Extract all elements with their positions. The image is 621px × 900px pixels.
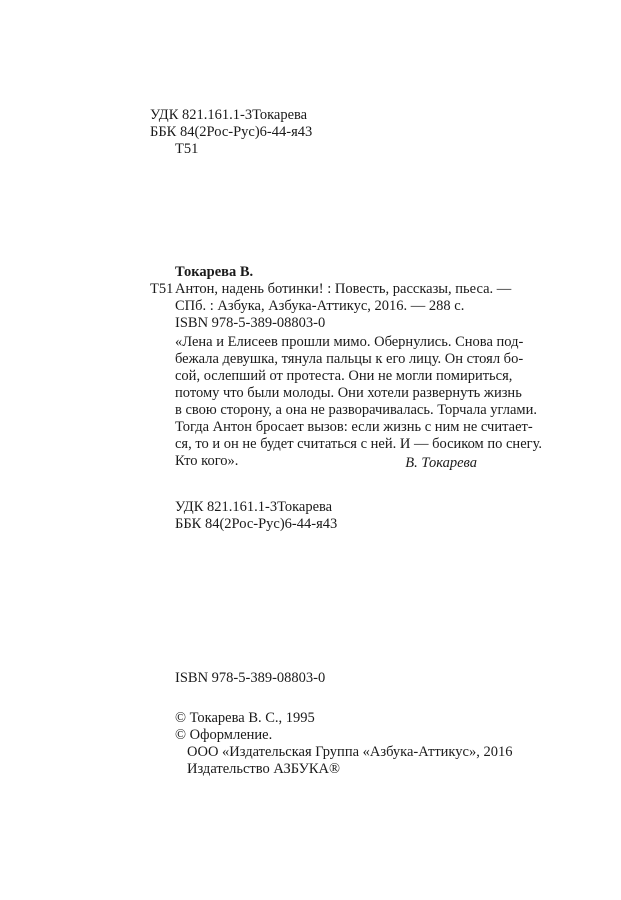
annotation-line: сой, ослепший от протеста. Они не могли помириться, [175,368,513,384]
annotation [175,334,542,470]
annotation-line: ся, то и он не будет считаться с ней. И — босиком по снегу. [175,436,542,452]
copyright-line: © Токарева В. С., 1995 [175,710,315,726]
top-classification [150,107,312,141]
bib-author: Токарева В. [175,264,254,280]
bbk-code: ББК 84(2Рос-Рус)6-44-я43 [175,516,338,532]
annotation-line: бежала девушка, тянула пальцы к его лицу. Он стоял бо- [175,351,524,367]
udk-code: УДК 821.161.1-3Токарева [175,499,333,515]
bib-description-line: СПб. : Азбука, Азбука-Аттикус, 2016. — 288 с. [175,298,465,314]
copyright-line: ООО «Издательская Группа «Азбука-Аттикус», 2016 [187,744,513,760]
copyright-block [175,710,512,778]
copyright-line: Издательство АЗБУКА® [187,761,341,777]
bib-description-line: Антон, надень ботинки! : Повесть, рассказы, пьеса. — [175,281,512,297]
annotation-signature: В. Токарева [405,455,477,471]
annotation-line: в свою сторону, а она не разворачивалась. Торчала углами. [175,402,537,418]
bib-description [175,281,512,332]
author-mark: Т51 [175,141,199,157]
bib-isbn: ISBN 978-5-389-08803-0 [175,315,326,331]
bib-author-mark: Т51 [150,281,174,297]
copyright-line: © Оформление. [175,727,273,743]
udk-code: УДК 821.161.1-3Токарева [150,107,308,123]
annotation-line: «Лена и Елисеев прошли мимо. Обернулись. Снова под- [175,334,524,350]
isbn: ISBN 978-5-389-08803-0 [175,670,326,686]
annotation-line: потому что были молоды. Они хотели развернуть жизнь [175,385,522,401]
annotation-line: Тогда Антон бросает вызов: если жизнь с ним не считает- [175,419,533,435]
bottom-classification [175,499,337,533]
annotation-line: Кто кого». [175,453,239,469]
bbk-code: ББК 84(2Рос-Рус)6-44-я43 [150,124,313,140]
